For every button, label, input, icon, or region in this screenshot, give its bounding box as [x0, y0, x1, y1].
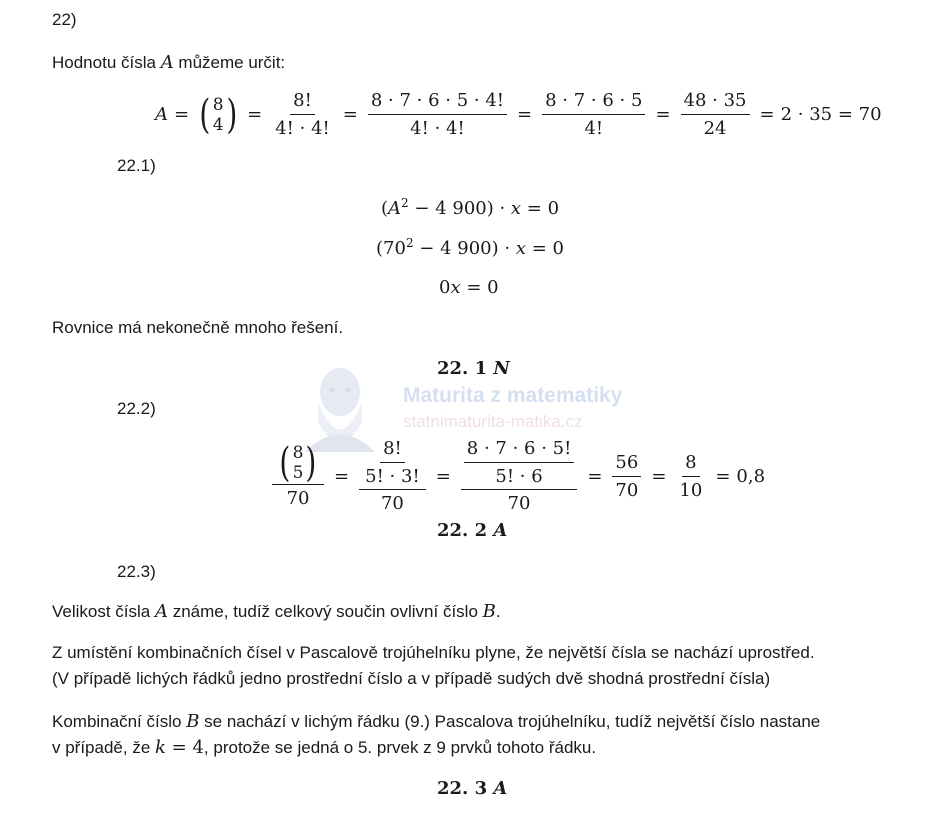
fraction: $\frac{8 \cdot 7 \cdot 6 \cdot 5}{4!}$ — [542, 90, 645, 139]
fraction-binom-over-70: ( 8 5 ) 70 — [272, 443, 324, 509]
compound-fraction: $\frac{\frac{8!}{5! \cdot 3!}}{70}$ — [359, 438, 426, 514]
equation-22-1-b: ($70^2 - 4$ 900) · x = 0 — [376, 236, 564, 259]
intro-text: Hodnotu čísla A můžeme určit: — [52, 52, 286, 73]
equation-22-1-a: ($A^2 - 4$ 900) · x = 0 — [381, 196, 560, 219]
answer-22-1: 22. 1 N — [437, 358, 510, 379]
compound-fraction: $\frac{\frac{8 \cdot 7 \cdot 6 \cdot 5!}{5! \cdot 6}}{70}$ — [461, 438, 578, 514]
section-label-22-1: 22.1) — [117, 156, 156, 175]
fraction: $\frac{8 \cdot 7 \cdot 6 \cdot 5 \cdot 4!}{4! \cdot 4!}$ — [368, 90, 507, 139]
binomial-8-5: ( 8 5 ) — [279, 440, 317, 486]
section-label-22-2: 22.2) — [117, 399, 156, 418]
equation-22-2: ( 8 5 ) 70 = $\frac{\frac{8!}{5! \cdot 3!}}{70}$ = $\frac{\frac{8 \cdot 7 \cdot 6 \cdot 5!}{5! \cdot 6}}{70}$ = $\frac{56}{70}$ = $\frac{8}{10}$ = 0,8 — [268, 438, 765, 514]
fraction: $\frac{8!}{4! \cdot 4!}$ — [275, 90, 330, 139]
paragraph-22-3-1: Velikost čísla A známe, tudíž celkový součin ovlivní číslo B. — [52, 601, 501, 622]
paragraph-22-3-2-line1: Z umístění kombinačních čísel v Pascalově trojúhelníku plyne, že největší čísla se nachází uprostřed. — [52, 643, 815, 662]
paragraph-22-3-2-line2: (V případě lichých řádků jedno prostřední číslo a v případě sudých dvě shodná prostřední čísla) — [52, 669, 771, 688]
equation-22-1-c: 0x = 0 — [439, 277, 499, 298]
watermark-title: Maturita z matematiky — [403, 384, 623, 407]
var-a: A — [160, 52, 174, 73]
fraction: $\frac{8}{10}$ — [679, 451, 703, 501]
conclusion-22-1: Rovnice má nekonečně mnoho řešení. — [52, 318, 344, 337]
problem-number: 22) — [52, 10, 77, 29]
eq-a-lhs: A — [155, 104, 168, 125]
binomial-8-4: ( 8 4 ) — [199, 91, 237, 138]
paragraph-22-3-3-line1: Kombinační číslo B se nachází v lichým řádku (9.) Pascalova trojúhelníku, tudíž největší číslo nastane — [52, 711, 821, 732]
paragraph-22-3-3-line2: v případě, že k = 4, protože se jedná o 5. prvek z 9 prvků tohoto řádku. — [52, 737, 597, 758]
answer-22-2: 22. 2 A — [437, 520, 508, 541]
watermark-url: statnimaturita-matika.cz — [403, 412, 583, 431]
equation-a: A = ( 8 4 ) = $\frac{8!}{4! \cdot 4!}$ = $\frac{8 \cdot 7 \cdot 6 \cdot 5 \cdot 4!}{4! \cdot 4!}$ = $\frac{8 \cdot 7 \cdot 6 \cdot 5}{4!}$ = $\frac{48 \cdot 35}{24}$ = 2 · 35 = 70 — [155, 90, 882, 139]
result-22-2: 0,8 — [736, 465, 766, 487]
fraction: $\frac{56}{70}$ — [612, 452, 641, 501]
section-label-22-3: 22.3) — [117, 562, 156, 581]
fraction: $\frac{48 \cdot 35}{24}$ — [681, 90, 750, 139]
eq-a-tail: 2 · 35 = 70 — [780, 104, 882, 125]
answer-22-3: 22. 3 A — [437, 778, 508, 799]
